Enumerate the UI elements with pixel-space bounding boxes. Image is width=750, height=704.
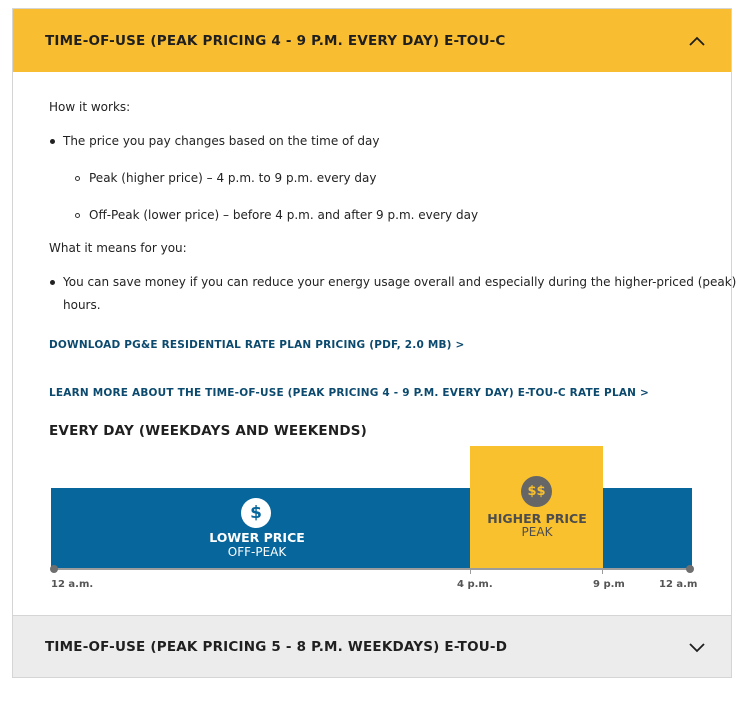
accordion-panel-e-tou-c	[13, 72, 737, 615]
download-pricing-link[interactable]: DOWNLOAD PG&E RESIDENTIAL RATE PLAN PRICING (PDF, 2.0 MB) >	[49, 339, 465, 351]
timeline-start-dot	[50, 565, 58, 573]
time-label-9pm: 9 p.m	[593, 579, 625, 590]
chevron-up-icon[interactable]	[687, 31, 707, 51]
timeline-axis	[55, 568, 691, 570]
sub-bullet-offpeak: Off-Peak (lower price) – before 4 p.m. and after 9 p.m. every day	[89, 208, 479, 222]
how-it-works-heading: How it works:	[49, 100, 131, 114]
offpeak-price-label: LOWER PRICE	[209, 530, 305, 545]
bullet-icon	[50, 139, 55, 144]
rate-plan-accordion	[12, 8, 737, 678]
bullet-save-money: You can save money if you can reduce your energy usage overall and especially during the higher-priced (peak)	[63, 275, 737, 289]
accordion-header-e-tou-d[interactable]	[13, 615, 731, 677]
timeline-end-dot	[686, 565, 694, 573]
time-label-end: 12 a.m	[659, 579, 698, 590]
time-label-start: 12 a.m.	[51, 579, 94, 590]
peak-block	[470, 446, 603, 570]
timeline-tick	[602, 568, 603, 574]
bullet-save-money-cont: hours.	[63, 298, 101, 312]
accordion-title: TIME-OF-USE (PEAK PRICING 5 - 8 P.M. WEEKDAYS) E-TOU-D	[45, 638, 508, 655]
bullet-price-changes: The price you pay changes based on the time of day	[63, 134, 380, 148]
accordion-title: TIME-OF-USE (PEAK PRICING 4 - 9 P.M. EVERY DAY) E-TOU-C	[45, 32, 506, 49]
sub-bullet-icon	[75, 213, 80, 218]
sub-bullet-icon	[75, 176, 80, 181]
learn-more-link[interactable]: LEARN MORE ABOUT THE TIME-OF-USE (PEAK PRICING 4 - 9 P.M. EVERY DAY) E-TOU-C RATE PLAN >	[49, 387, 650, 399]
peak-label: PEAK	[521, 525, 553, 539]
schedule-heading: EVERY DAY (WEEKDAYS AND WEEKENDS)	[49, 423, 368, 439]
what-it-means-heading: What it means for you:	[49, 241, 187, 255]
double-dollar-icon: $$	[521, 476, 552, 507]
timeline-tick	[470, 568, 471, 574]
peak-price-label: HIGHER PRICE	[487, 511, 587, 526]
single-dollar-icon: $	[241, 498, 271, 528]
accordion-header-e-tou-c[interactable]	[13, 9, 731, 72]
sub-bullet-peak: Peak (higher price) – 4 p.m. to 9 p.m. every day	[89, 171, 377, 185]
chevron-down-icon[interactable]	[687, 637, 707, 657]
time-label-4pm: 4 p.m.	[457, 579, 493, 590]
offpeak-label: OFF-PEAK	[227, 545, 287, 559]
bullet-icon	[50, 280, 55, 285]
